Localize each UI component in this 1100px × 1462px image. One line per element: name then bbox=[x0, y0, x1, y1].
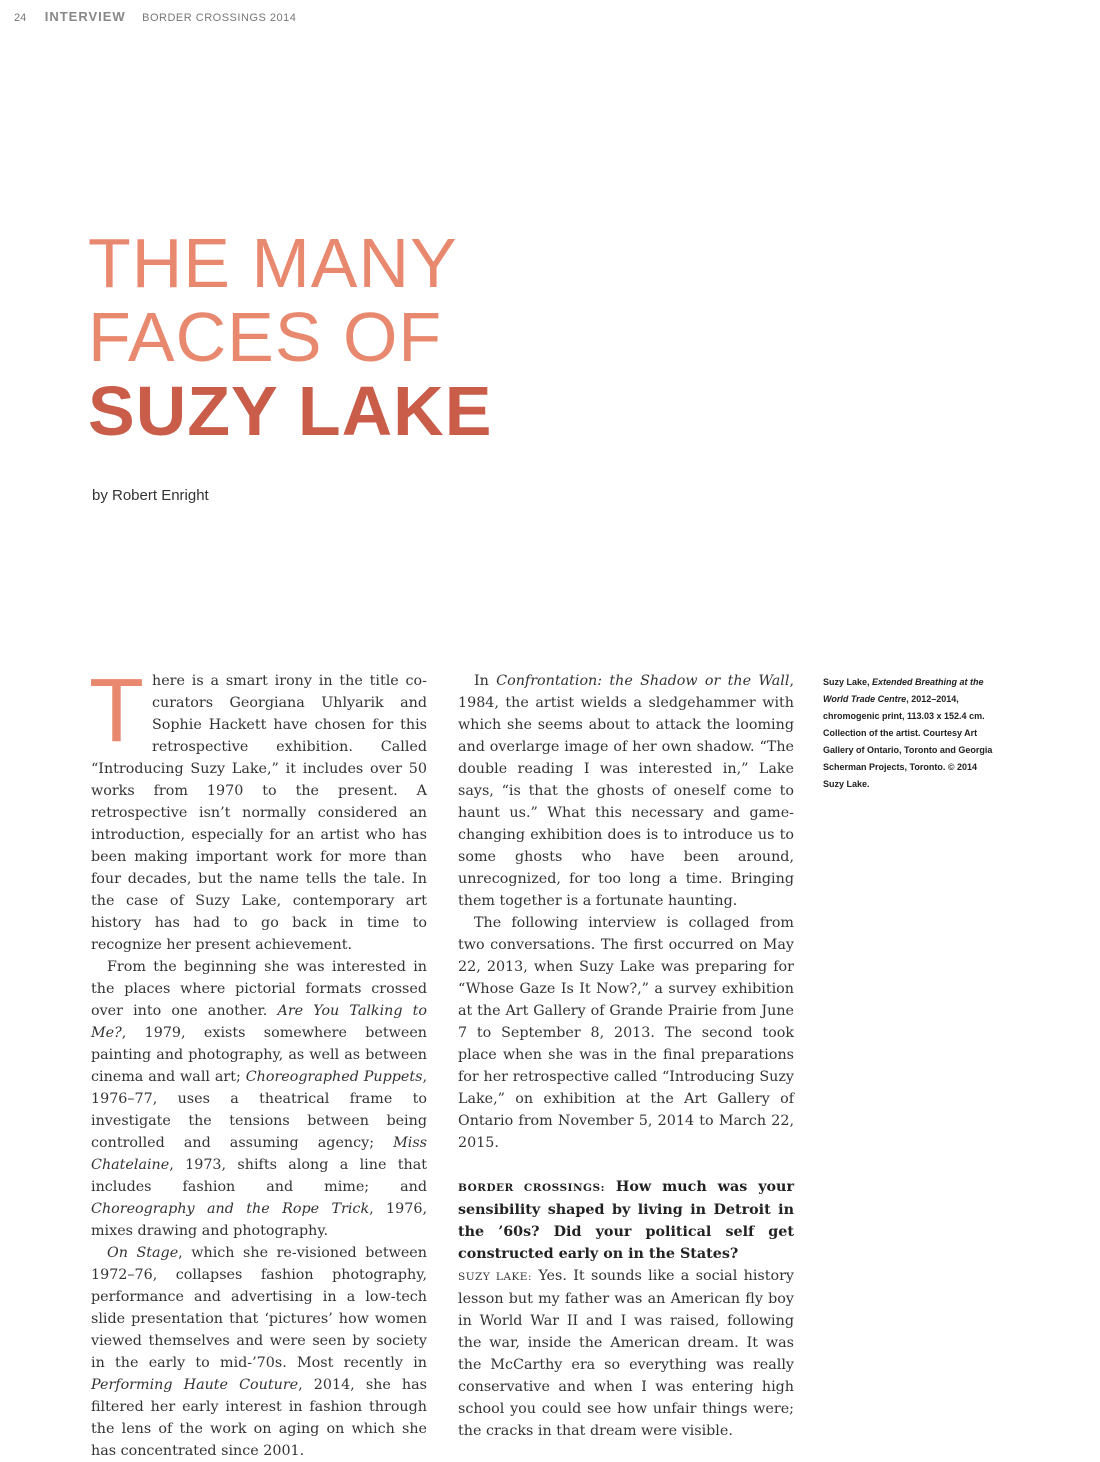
paragraph bbox=[458, 670, 794, 912]
title-line-1: THE MANY bbox=[88, 224, 458, 302]
question-speaker: BORDER CROSSINGS: bbox=[458, 1182, 605, 1194]
text-run: , 1984, the artist wields a sledgehammer with which she seems about to attack the looming and overlarge image of her own shadow. “The double reading I was interested in,” Lake says, “is that the ghosts of oneself come to haunt us.” What this necessary and game-changing exhibition does is to introduce us to some ghosts who have been around, unrecognized, for too long a time. Bringing them together is a fortunate haunting. bbox=[458, 673, 794, 909]
text-run: , 1973, shifts along a line that includes fashion and mime; and bbox=[91, 1157, 427, 1195]
drop-cap: T bbox=[89, 661, 144, 761]
spacer bbox=[458, 1154, 794, 1176]
artwork-title: Performing Haute Couture bbox=[91, 1377, 299, 1393]
paragraph-text: here is a smart irony in the title co-curators Georgiana Uhlyarik and Sophie Hackett have chosen for this retrospective exhibition. Called “Introducing Suzy Lake,” it includes over 50 works from 1970 to the present. A retrospective isn’t normally considered an introduction, especially for an artist who has been making important work for more than four decades, but the name tells the tale. In the case of Suzy Lake, contemporary art history has had to go back in time to recognize her present achievement. bbox=[91, 673, 427, 953]
answer-text: Yes. It sounds like a social history lesson but my father was an American fly boy in World War II and I was raised, following the war, inside the American dream. It was the McCarthy era so everything was really conservative and when I was entering high school you could see how unfair things were; the cracks in that dream were visible. bbox=[458, 1268, 794, 1439]
interview-question bbox=[458, 1176, 794, 1265]
text-run: From the beginning she was interested in the places where pictorial formats crossed over into one another. bbox=[91, 959, 427, 1019]
page-number: 24 bbox=[14, 12, 27, 24]
artwork-title: Miss Chatelaine bbox=[91, 1135, 427, 1173]
text-run: , 2014, she has filtered her early interest in fashion through the lens of the work on aging on which she has concentrated since 2001. bbox=[91, 1377, 427, 1459]
image-caption bbox=[823, 674, 993, 793]
artwork-title: On Stage bbox=[107, 1245, 179, 1261]
paragraph bbox=[89, 661, 427, 956]
running-header bbox=[14, 8, 296, 26]
caption-details: , 2012–2014, chromogenic print, 113.03 x 152.4 cm. Collection of the artist. Courtesy Art Gallery of Ontario, Toronto and Georgia Scherman Projects, Toronto. © 2014 Suzy Lake. bbox=[823, 694, 993, 789]
paragraph bbox=[91, 1242, 427, 1462]
artwork-title: Choreography and the Rope Trick bbox=[91, 1201, 370, 1217]
artwork-title: Are You Talking to Me? bbox=[91, 1003, 428, 1041]
question-text: How much was your sensibility shaped by living in Detroit in the ’60s? Did your political self get constructed early on in the States? bbox=[458, 1179, 794, 1262]
byline: by Robert Enright bbox=[92, 487, 209, 504]
title-line-2: FACES OF bbox=[88, 298, 443, 376]
section-label: INTERVIEW bbox=[44, 9, 126, 24]
artwork-title: Choreographed Puppets bbox=[245, 1069, 423, 1085]
title-line-3: SUZY LAKE bbox=[88, 372, 493, 450]
text-run: , 1976–77, uses a theatrical frame to investigate the tensions between being controlled and assuming agency; bbox=[91, 1069, 427, 1151]
text-run: , 1976, mixes drawing and photography. bbox=[91, 1201, 427, 1239]
caption-work-title: Extended Breathing at the World Trade Centre bbox=[823, 677, 984, 704]
publication-name: BORDER CROSSINGS 2014 bbox=[142, 12, 297, 24]
answer-speaker: SUZY LAKE: bbox=[458, 1271, 533, 1283]
article-title bbox=[88, 226, 492, 448]
paragraph: The following interview is collaged from two conversations. The first occurred on May 22, 2013, when Suzy Lake was preparing for “Whose Gaze Is It Now?,” a survey exhibition at the Art Gallery of Grande Prairie from June 7 to September 8, 2013. The second took place when she was in the final preparations for her retrospective called “Introducing Suzy Lake,” on exhibition at the Art Gallery of Ontario from November 5, 2014 to March 22, 2015. bbox=[458, 915, 794, 1151]
text-run: , which she re-visioned between 1972–76, collapses fashion photography, performance and advertising in a low-tech slide presentation that ‘pictures’ how women viewed themselves and were seen by society in the early to mid-’70s. Most recently in bbox=[91, 1245, 427, 1371]
text-column-1 bbox=[89, 661, 428, 1462]
paragraph bbox=[91, 956, 427, 1242]
text-run: In bbox=[474, 673, 497, 689]
text-column-2 bbox=[458, 670, 794, 1442]
interview-answer bbox=[458, 1265, 794, 1442]
caption-artist: Suzy Lake, bbox=[823, 677, 873, 687]
artwork-title: Confrontation: the Shadow or the Wall bbox=[496, 673, 790, 689]
text-run: , 1979, exists somewhere between painting and photography, as well as between cinema and wall art; bbox=[91, 1025, 427, 1085]
